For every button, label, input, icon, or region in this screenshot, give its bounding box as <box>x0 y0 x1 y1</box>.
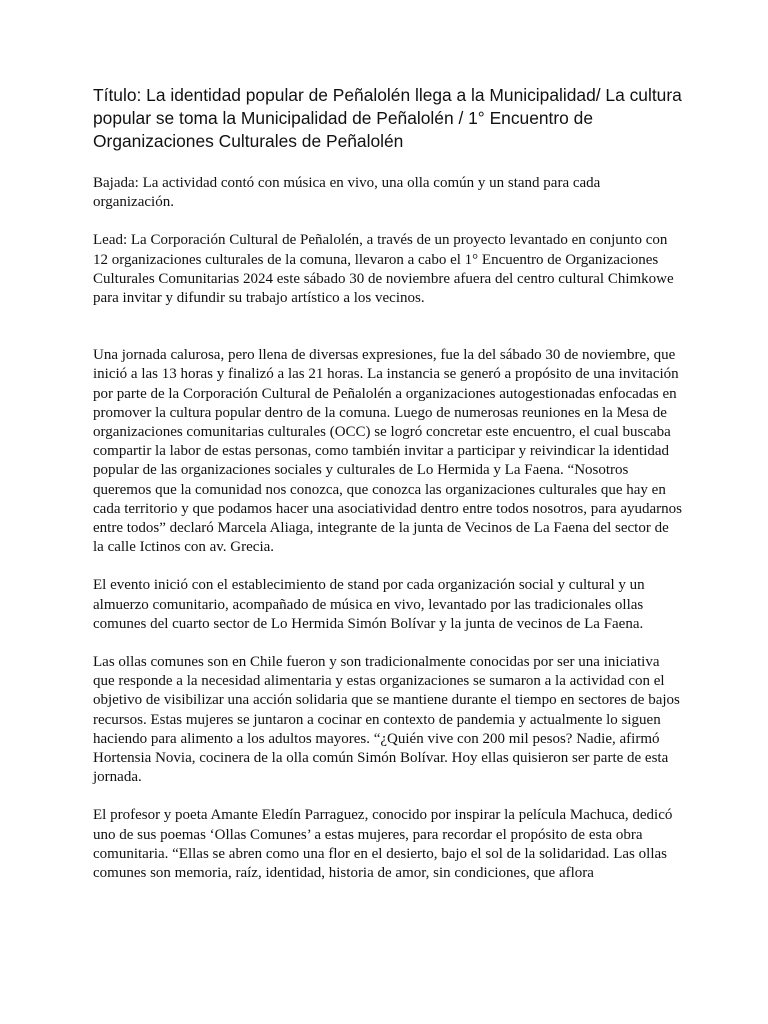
document-page <box>93 84 683 902</box>
body-paragraph-2: El evento inició con el establecimiento de stand por cada organización social y cultural y un almuerzo comunitario, acompañado de música en vivo, levantado por las tradicionales ollas comunes del cuarto sector de Lo Hermida Simón Bolívar y la junta de vecinos de La Faena. <box>93 577 645 632</box>
body-paragraph-4: El profesor y poeta Amante Eledín Parraguez, conocido por inspirar la película Machuca, dedicó uno de sus poemas ‘Ollas Comunes’ a estas mujeres, para recordar el propósito de esta obra comunitaria. “Ellas se abren como una flor en el desierto, bajo el sol de la solidaridad. Las ollas comunes son memoria, raíz, identidad, historia de amor, sin condiciones, que aflora <box>93 807 673 882</box>
lead-paragraph: Lead: La Corporación Cultural de Peñalolén, a través de un proyecto levantado en conjunto con 12 organizaciones culturales de la comuna, llevaron a cabo el 1° Encuentro de Organizaciones Culturales Comunitarias 2024 este sábado 30 de noviembre afuera del centro cultural Chimkowe para invitar y difundir su trabajo artístico a los vecinos. <box>93 232 674 307</box>
body-paragraph-3: Las ollas comunes son en Chile fueron y son tradicionalmente conocidas por ser una iniciativa que responde a la necesidad alimentaria y estas organizaciones se sumaron a la actividad con el objetivo de visibilizar una acción solidaria que se mantiene durante el tiempo en sectores de bajos recursos. Estas mujeres se juntaron a cocinar en contexto de pandemia y actualmente lo siguen haciendo para alimento a los adultos mayores. “¿Quién vive con 200 mil pesos? Nadie, afirmó Hortensia Novia, cocinera de la olla común Simón Bolívar. Hoy ellas quisieron ser parte de esta jornada. <box>93 654 680 786</box>
body-paragraph-1: Una jornada calurosa, pero llena de diversas expresiones, fue la del sábado 30 de noviembre, que inició a las 13 horas y finalizó a las 21 horas. La instancia se generó a propósito de una invitación por parte de la Corporación Cultural de Peñalolén a organizaciones autogestionadas enfocadas en promover la cultura popular dentro de la comuna. Luego de numerosas reuniones en la Mesa de organizaciones comunitarias culturales (OCC) se logró concretar este encuentro, el cual buscaba compartir la labor de estas personas, como también invitar a participar y reivindicar la identidad popular de las organizaciones sociales y culturales de Lo Hermida y La Faena. “Nosotros queremos que la comunidad nos conozca, que conozca las organizaciones culturales que hay en cada territorio y que podamos hacer una asociatividad dentro entre todos nosotros, para ayudarnos entre todos” declaró Marcela Aliaga, integrante de la junta de Vecinos de La Faena del sector de la calle Ictinos con av. Grecia. <box>93 347 682 556</box>
bajada-paragraph: Bajada: La actividad contó con música en vivo, una olla común y un stand para cada organización. <box>93 175 601 211</box>
document-title: Título: La identidad popular de Peñalolén llega a la Municipalidad/ La cultura popular se toma la Municipalidad de Peñalolén / 1° Encuentro de Organizaciones Culturales de Peñalolén <box>93 85 682 151</box>
